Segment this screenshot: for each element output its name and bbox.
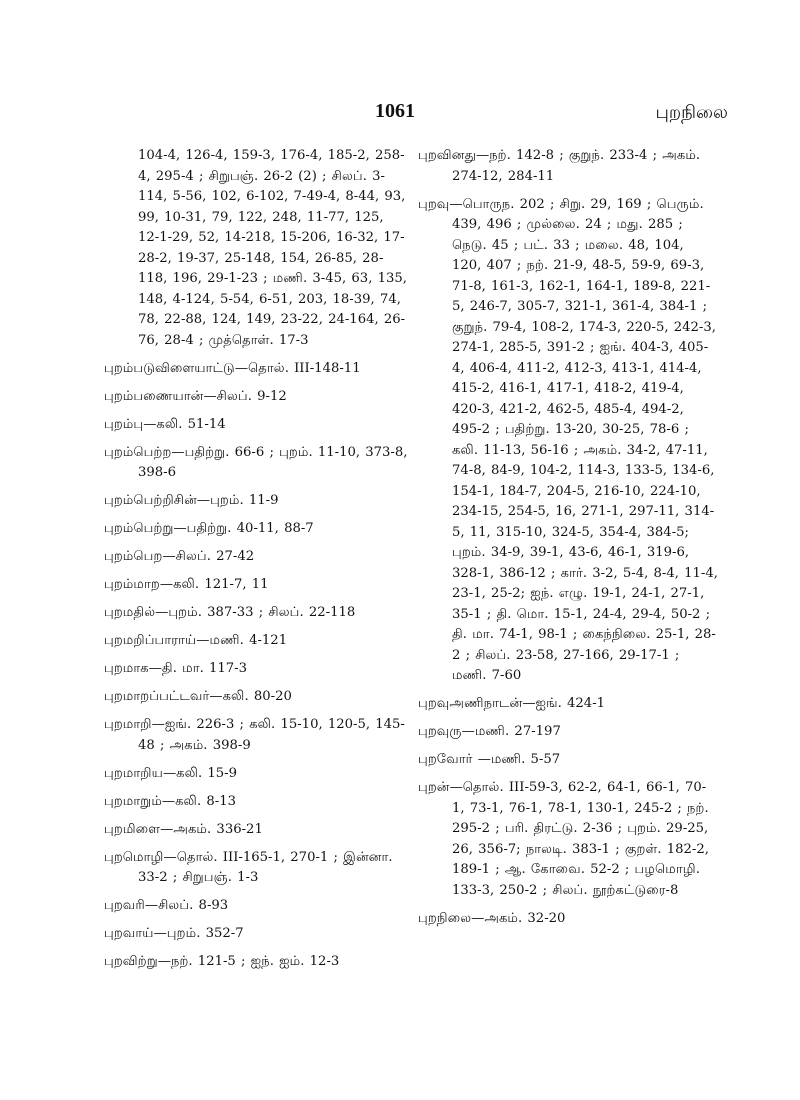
index-entry: புறநிலை—அகம். 32-20 <box>418 910 566 926</box>
index-entry: புறம்மாற—கலி. 121-7, 11 <box>104 577 269 592</box>
index-entry: புறமாறப்பட்டவர்—கலி. 80-20 <box>104 689 292 704</box>
index-entry: புறவோர் —மணி. 5-57 <box>418 752 561 767</box>
index-entry: புறமொழி—தொல். III-165-1, 270-1 ; இன்னா. 33-2 ; சிறுபஞ். 1-3 <box>104 849 393 885</box>
index-entry: புறமாறி—ஐங். 226-3 ; கலி. 15-10, 120-5, 145-48 ; அகம். 398-9 <box>104 717 405 753</box>
index-entry: புறமாக—தி. மா. 117-3 <box>104 661 248 676</box>
index-entry: புறவாய்—புறம். 352-7 <box>104 926 244 941</box>
index-entry: புறமிளை—அகம். 336-21 <box>104 821 263 837</box>
page-number: 1061 <box>375 100 415 122</box>
index-entry: புறவிற்று—நற். 121-5 ; ஐந். ஐம். 12-3 <box>104 954 340 969</box>
index-entry-continuation: 104-4, 126-4, 159-3, 176-4, 185-2, 258-4, 295-4 ; சிறுபஞ். 26-2 (2) ; சிலப். 3-114, 5-56, 102, 6-102, 7-49-4, 8-44, 93, 99, 10-31, 79, 122, 248, 11-77, 125, 12-1-29, 52, 14-218, 15-206, 16-32, 17-28-2, 19-37, 25-148, 154, 26-85, 28-118, 196, 29-1-23 ; மணி. 3-45, 63, 135, 148, 4-124, 5-54, 6-51, 203, 18-39, 74, 78, 22-88, 124, 149, 23-22, 24-164, 26-76, 28-4 ; முத்தொள். 17-3 <box>138 148 407 348</box>
index-entry: புறம்பெற்றிசின்—புறம். 11-9 <box>104 493 279 508</box>
index-entry: புறமதில்—புறம். 387-33 ; சிலப். 22-118 <box>104 605 356 620</box>
index-entry: புறம்படுவிளையாட்டு—தொல். III-148-11 <box>104 360 361 376</box>
left-column <box>104 146 409 980</box>
index-entry: புறவினது—நற். 142-8 ; குறுந். 233-4 ; அகம். 274-12, 284-11 <box>418 148 701 184</box>
index-entry: புறவுஅணிநாடன்—ஐங். 424-1 <box>418 696 606 711</box>
index-entry: புறவரி—சிலப். 8-93 <box>104 898 229 913</box>
right-column <box>418 146 718 937</box>
running-head: புறநிலை <box>655 102 728 123</box>
index-entry: புறமறிப்பாராய்—மணி. 4-121 <box>104 633 288 648</box>
index-entry: புறம்பணையான்—சிலப். 9-12 <box>104 388 287 404</box>
index-entry: புறவுரு—மணி. 27-197 <box>418 724 561 739</box>
index-entry: புறன்—தொல். III-59-3, 62-2, 64-1, 66-1, 70-1, 73-1, 76-1, 78-1, 130-1, 245-2 ; நற். 295-2 ; பரி. திரட்டு. 2-36 ; புறம். 29-25, 26, 356-7; நாலடி. 383-1 ; குறள். 182-2, 189-1 ; ஆ. கோவை. 52-2 ; பழமொழி. 133-3, 250-2 ; சிலப். நூற்கட்டுரை-8 <box>418 780 709 898</box>
index-entry: புறமாறிய—கலி. 15-9 <box>104 765 238 781</box>
index-entry: புறமாறும்—கலி. 8-13 <box>104 793 236 809</box>
index-entry: புறம்பெற—சிலப். 27-42 <box>104 549 255 564</box>
page-header <box>0 100 800 130</box>
index-entry: புறம்பெற்ற—பதிற்று. 66-6 ; புறம். 11-10, 373-8, 398-6 <box>104 444 408 480</box>
index-entry: புறவு—பொருந. 202 ; சிறு. 29, 169 ; பெரும். 439, 496 ; முல்லை. 24 ; மது. 285 ; நெடு. 45 ; பட். 33 ; மலை. 48, 104, 120, 407 ; நற். 21-9, 48-5, 59-9, 69-3, 71-8, 161-3, 162-1, 164-1, 189-8, 221-5, 246-7, 305-7, 321-1, 361-4, 384-1 ; குறுந். 79-4, 108-2, 174-3, 220-5, 242-3, 274-1, 285-5, 391-2 ; ஐங். 404-3, 405-4, 406-4, 411-2, 412-3, 413-1, 414-4, 415-2, 416-1, 417-1, 418-2, 419-4, 420-3, 421-2, 462-5, 485-4, 494-2, 495-2 ; பதிற்று. 13-20, 30-25, 78-6 ; கலி. 11-13, 56-16 ; அகம். 34-2, 47-11, 74-8, 84-9, 104-2, 114-3, 133-5, 134-6, 154-1, 184-7, 204-5, 216-10, 224-10, 234-15, 254-5, 16, 271-1, 297-11, 314-5, 11, 315-10, 324-5, 354-4, 384-5; புறம். 34-9, 39-1, 43-6, 46-1, 319-6, 328-1, 386-12 ; கார். 3-2, 5-4, 8-4, 11-4, 23-1, 25-2; ஐந். எழு. 19-1, 24-1, 27-1, 35-1 ; தி. மொ. 15-1, 24-4, 29-4, 50-2 ; தி. மா. 74-1, 98-1 ; கைந்நிலை. 25-1, 28-2 ; சிலப். 23-58, 27-166, 29-17-1 ; மணி. 7-60 <box>418 196 718 683</box>
index-entry: புறம்பு—கலி. 51-14 <box>104 416 226 432</box>
index-entry: புறம்பெற்று—பதிற்று. 40-11, 88-7 <box>104 521 314 536</box>
